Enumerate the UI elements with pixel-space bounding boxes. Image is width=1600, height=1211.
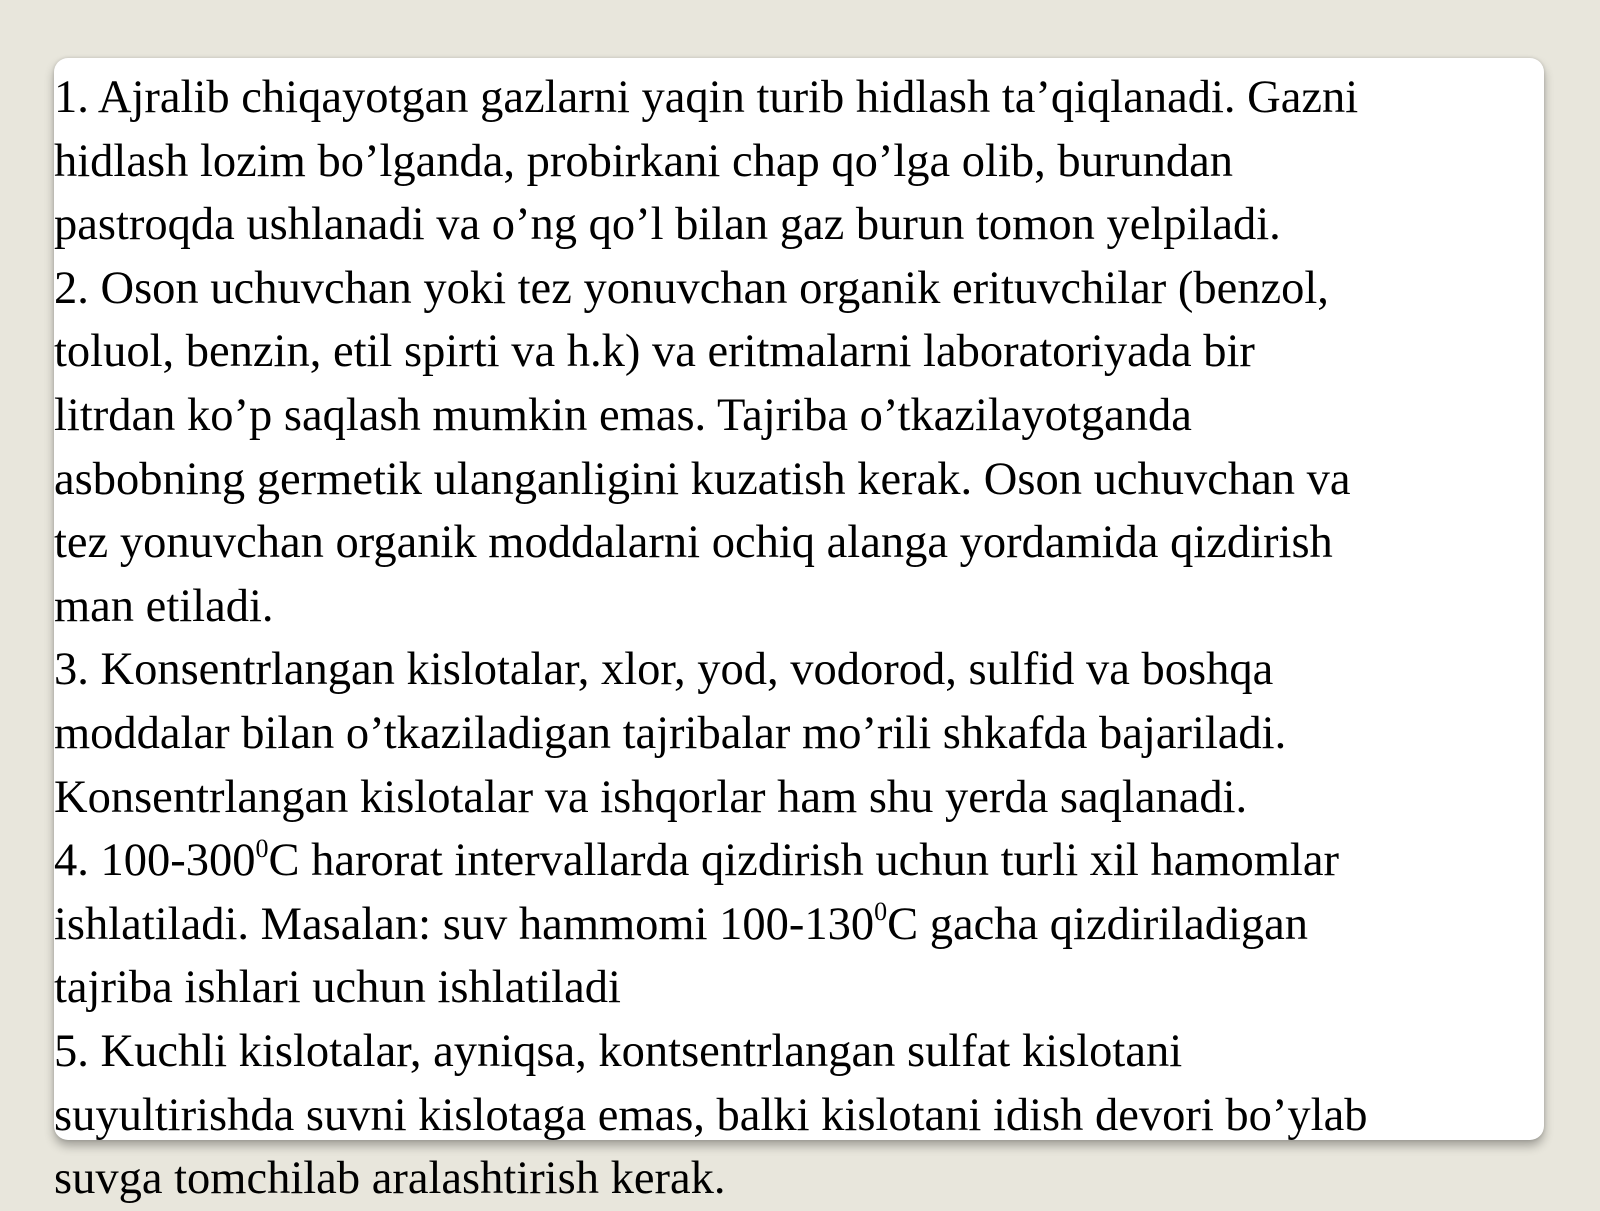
text-line-6: litrdan ko’p saqlash mumkin emas. Tajriba o’tkazilayotganda bbox=[54, 389, 1192, 441]
text-line-10: 3. Konsentrlangan kislotalar, xlor, yod, vodorod, sulfid va boshqa bbox=[54, 644, 1274, 696]
degree-superscript: 0 bbox=[255, 833, 269, 863]
text-line-14 bbox=[54, 893, 1600, 957]
degree-superscript: 0 bbox=[874, 897, 888, 927]
text-line-18: suvga tomchilab aralashtirish kerak. bbox=[54, 1153, 726, 1205]
text-line-1: 1. Ajralib chiqayotgan gazlarni yaqin turib hidlash ta’qiqlanadi. Gazni bbox=[54, 72, 1359, 123]
text-line-17: suyultirishda suvni kislotaga emas, balki kislotani idish devori bo’ylab bbox=[54, 1089, 1368, 1141]
text-line-13-end: C harorat intervallarda qizdirish uchun turli xil hamomlar bbox=[268, 835, 1339, 887]
text-line-16: 5. Kuchli kislotalar, ayniqsa, kontsentrlangan sulfat kislotani bbox=[54, 1025, 1183, 1077]
text-line-3: pastroqda ushlanadi va o’ng qo’l bilan gaz burun tomon yelpiladi. bbox=[54, 199, 1281, 251]
text-line-13-start: 4. 100-300 bbox=[54, 835, 256, 887]
text-line-14-end: C gacha qizdiriladigan bbox=[887, 898, 1309, 950]
text-line-13 bbox=[54, 829, 1600, 893]
text-line-15: tajriba ishlari uchun ishlatiladi bbox=[54, 962, 621, 1014]
text-line-9: man etiladi. bbox=[54, 580, 274, 632]
text-line-2: hidlash lozim bo’lganda, probirkani chap qo’lga olib, burundan bbox=[54, 135, 1234, 187]
text-line-12: Konsentrlangan kislotalar va ishqorlar ham shu yerda saqlanadi. bbox=[54, 771, 1248, 823]
text-line-5: toluol, benzin, etil spirti va h.k) va eritmalarni laboratoriyada bir bbox=[54, 326, 1255, 378]
text-line-8: tez yonuvchan organik moddalarni ochiq alanga yordamida qizdirish bbox=[54, 517, 1333, 569]
text-line-14-start: ishlatiladi. Masalan: suv hammomi 100-130 bbox=[54, 898, 875, 950]
slide-text-body bbox=[54, 66, 1600, 1211]
text-line-11: moddalar bilan o’tkaziladigan tajribalar mo’rili shkafda bajariladi. bbox=[54, 707, 1287, 759]
text-line-4: 2. Oson uchuvchan yoki tez yonuvchan organik erituvchilar (benzol, bbox=[54, 262, 1329, 314]
text-line-7: asbobning germetik ulanganligini kuzatish kerak. Oson uchuvchan va bbox=[54, 453, 1351, 505]
